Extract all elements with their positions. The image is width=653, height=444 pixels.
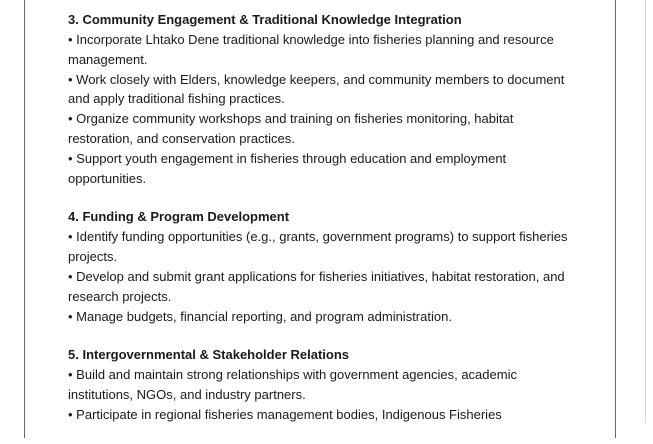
section-community-engagement bbox=[68, 10, 568, 188]
bullet-item: • Incorporate Lhtako Dene traditional knowledge into fisheries planning and resource management. bbox=[68, 32, 554, 67]
scan-edge-line bbox=[645, 0, 646, 423]
bullet-item: • Develop and submit grant applications for fisheries initiatives, habitat restoration, and research projects. bbox=[68, 268, 565, 304]
bullet-item: • Build and maintain strong relationships with government agencies, academic institutions, NGOs, and industry partners. bbox=[68, 367, 517, 403]
section-heading: 4. Funding & Program Development bbox=[68, 209, 290, 225]
bullet-item: • Support youth engagement in fisheries through education and employment opportunities. bbox=[68, 150, 507, 186]
bullet-item: • Organize community workshops and training on fisheries monitoring, habitat restoration, and conservation practices. bbox=[68, 111, 514, 146]
document-body bbox=[68, 10, 568, 444]
bullet-item: • Participate in regional fisheries management bodies, Indigenous Fisheries bbox=[68, 406, 502, 422]
section-funding-program bbox=[68, 207, 568, 326]
bullet-item: • Work closely with Elders, knowledge keepers, and community members to document and apply traditional fishing practices. bbox=[68, 71, 565, 107]
section-intergovernmental-relations bbox=[68, 345, 568, 424]
section-heading: 3. Community Engagement & Traditional Knowledge Integration bbox=[68, 12, 462, 27]
bullet-item: • Identify funding opportunities (e.g., grants, government programs) to support fisheries projects. bbox=[68, 229, 568, 265]
section-heading: 5. Intergovernmental & Stakeholder Relations bbox=[68, 347, 350, 363]
bullet-item: • Manage budgets, financial reporting, and program administration. bbox=[68, 308, 452, 324]
